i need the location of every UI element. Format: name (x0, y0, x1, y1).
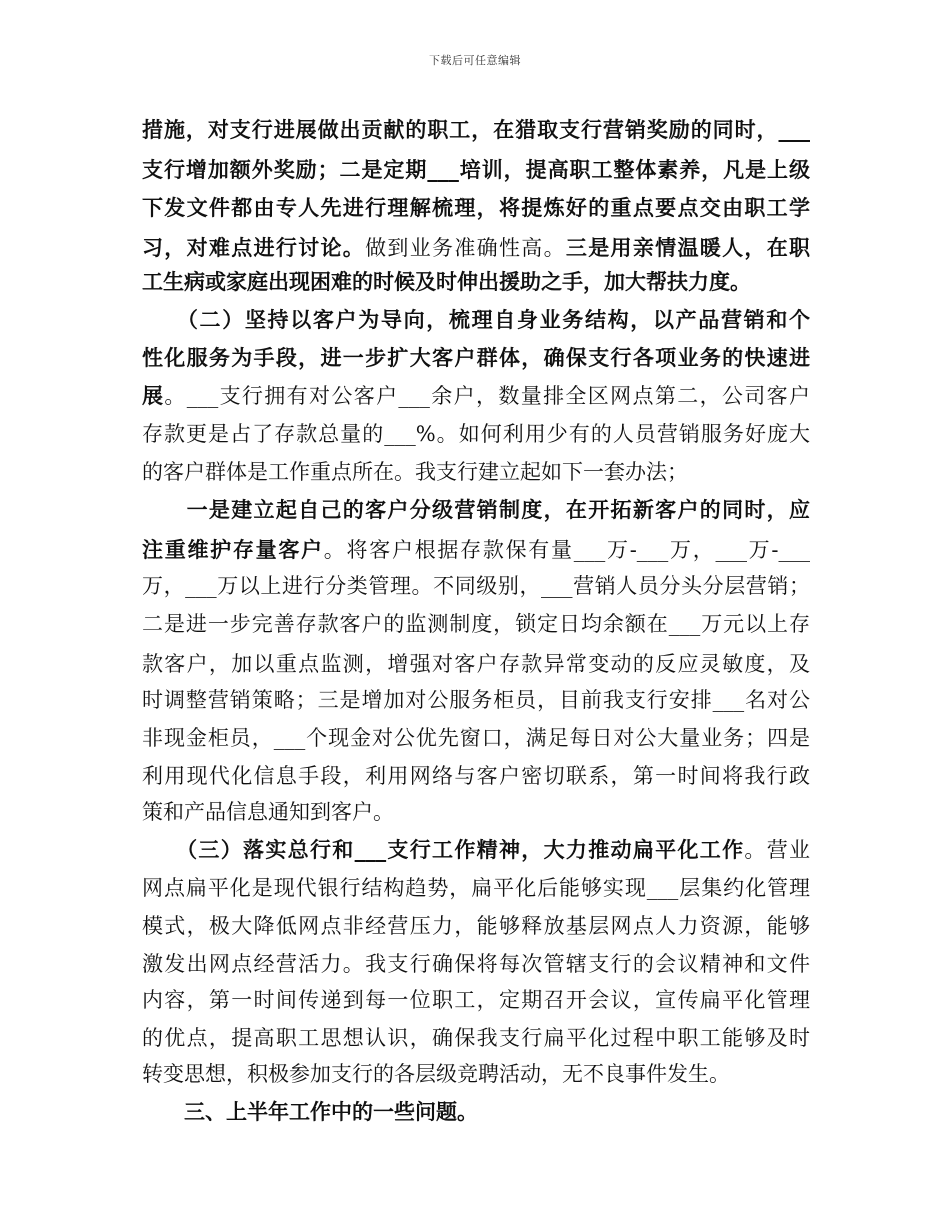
text-segment: 。将客户根据存款保有量___万-___万，___万-___ (323, 538, 811, 562)
text-segment: 非现金柜员，___个现金对公优先窗口，满足每日对公大量业务；四是 (142, 726, 810, 750)
text-segment: 内容，第一时间传递到每一位职工，定期召开会议，宣传扁平化管理 (142, 988, 810, 1012)
text-segment: 下发文件都由专人先进行理解梳理，将提炼好的重点要点交由职工学 (142, 195, 810, 220)
text-segment: 款客户，加以重点监测，增强对客户存款异常变动的反应灵敏度，及 (142, 652, 810, 676)
text-line (142, 110, 810, 150)
text-line (142, 262, 810, 302)
text-line (142, 376, 810, 416)
text-line (142, 1018, 810, 1058)
text-segment: 时调整营销策略；三是增加对公服务柜员，目前我支行安排___名对公 (142, 688, 810, 712)
text-line (142, 490, 810, 530)
text-line (142, 868, 810, 908)
text-segment: 存款更是占了存款总量的___%。如何利用少有的人员营销服务好庞大 (142, 422, 810, 446)
text-line (142, 566, 810, 606)
text-segment: 万，___万以上进行分类管理。不同级别，___营销人员分头分层营销； (142, 574, 810, 598)
text-segment: 习，对难点进行讨论。 (142, 235, 366, 260)
text-line (142, 452, 810, 492)
text-line (142, 792, 810, 832)
text-segment: 网点扁平化是现代银行结构趋势，扁平化后能够实现___层集约化管理 (142, 876, 810, 900)
text-segment: 性化服务为手段，进一步扩大客户群体，确保支行各项业务的快速进 (142, 345, 810, 370)
page-header: 下载后可任意编辑 (429, 54, 521, 67)
text-segment: 工生病或家庭出现困难的时候及时伸出援助之手，加大帮扶力度。 (142, 269, 751, 294)
text-segment: 做到业务准确性高。 (365, 236, 566, 260)
text-segment: 一是建立起自己的客户分级营销制度，在开拓新客户的同时，应 (142, 497, 810, 522)
text-segment: 注重维护存量客户 (142, 537, 324, 562)
text-segment: 转变思想，积极参加支行的各层级竞聘活动，无不良事件发生。 (142, 1062, 730, 1086)
text-line (142, 338, 810, 378)
text-segment: 的客户群体是工作重点所在。我支行建立起如下一套办法； (142, 460, 688, 484)
text-segment: 。___支行拥有对公客户___余户，数量排全区网点第二，公司客户 (164, 384, 810, 408)
text-line (142, 644, 810, 684)
text-line (142, 530, 810, 570)
text-line (142, 414, 810, 454)
text-line (142, 1054, 810, 1094)
text-line (142, 1092, 810, 1132)
text-segment: 措施，对支行进展做出贡献的职工，在猎取支行营销奖励的同时，___ (142, 117, 810, 142)
text-segment: 模式，极大降低网点非经营压力，能够释放基层网点人力资源，能够 (142, 914, 810, 938)
text-line (142, 906, 810, 946)
text-segment: 三是用亲情温暖人，在职 (565, 235, 811, 260)
text-segment: 策和产品信息通知到客户。 (142, 800, 394, 824)
text-segment: 的优点，提高职工思想认识，确保我支行扁平化过程中职工能够及时 (142, 1026, 810, 1050)
text-line (142, 604, 810, 644)
text-segment: 展 (142, 383, 165, 408)
text-line (142, 980, 810, 1020)
text-segment: 支行增加额外奖励；二是定期___培训，提高职工整体素养，凡是上级 (142, 157, 810, 182)
text-line (142, 680, 810, 720)
text-line (142, 756, 810, 796)
text-segment: （三）落实总行和___支行工作精神，大力推动扁平化工作 (142, 837, 745, 862)
text-line (142, 944, 810, 984)
text-segment: 二是进一步完善存款客户的监测制度，锁定日均余额在___万元以上存 (142, 612, 810, 636)
text-segment: （二）坚持以客户为导向，梳理自身业务结构，以产品营销和个 (142, 307, 810, 332)
text-line (142, 188, 810, 228)
text-line (142, 830, 810, 870)
text-segment: 三、上半年工作中的一些问题。 (142, 1099, 478, 1124)
text-line (142, 718, 810, 758)
text-line (142, 300, 810, 340)
text-segment: 。营业 (744, 838, 811, 862)
text-line (142, 150, 810, 190)
text-segment: 激发出网点经营活力。我支行确保将每次管辖支行的会议精神和文件 (142, 952, 810, 976)
text-segment: 利用现代化信息手段，利用网络与客户密切联系，第一时间将我行政 (142, 764, 810, 788)
